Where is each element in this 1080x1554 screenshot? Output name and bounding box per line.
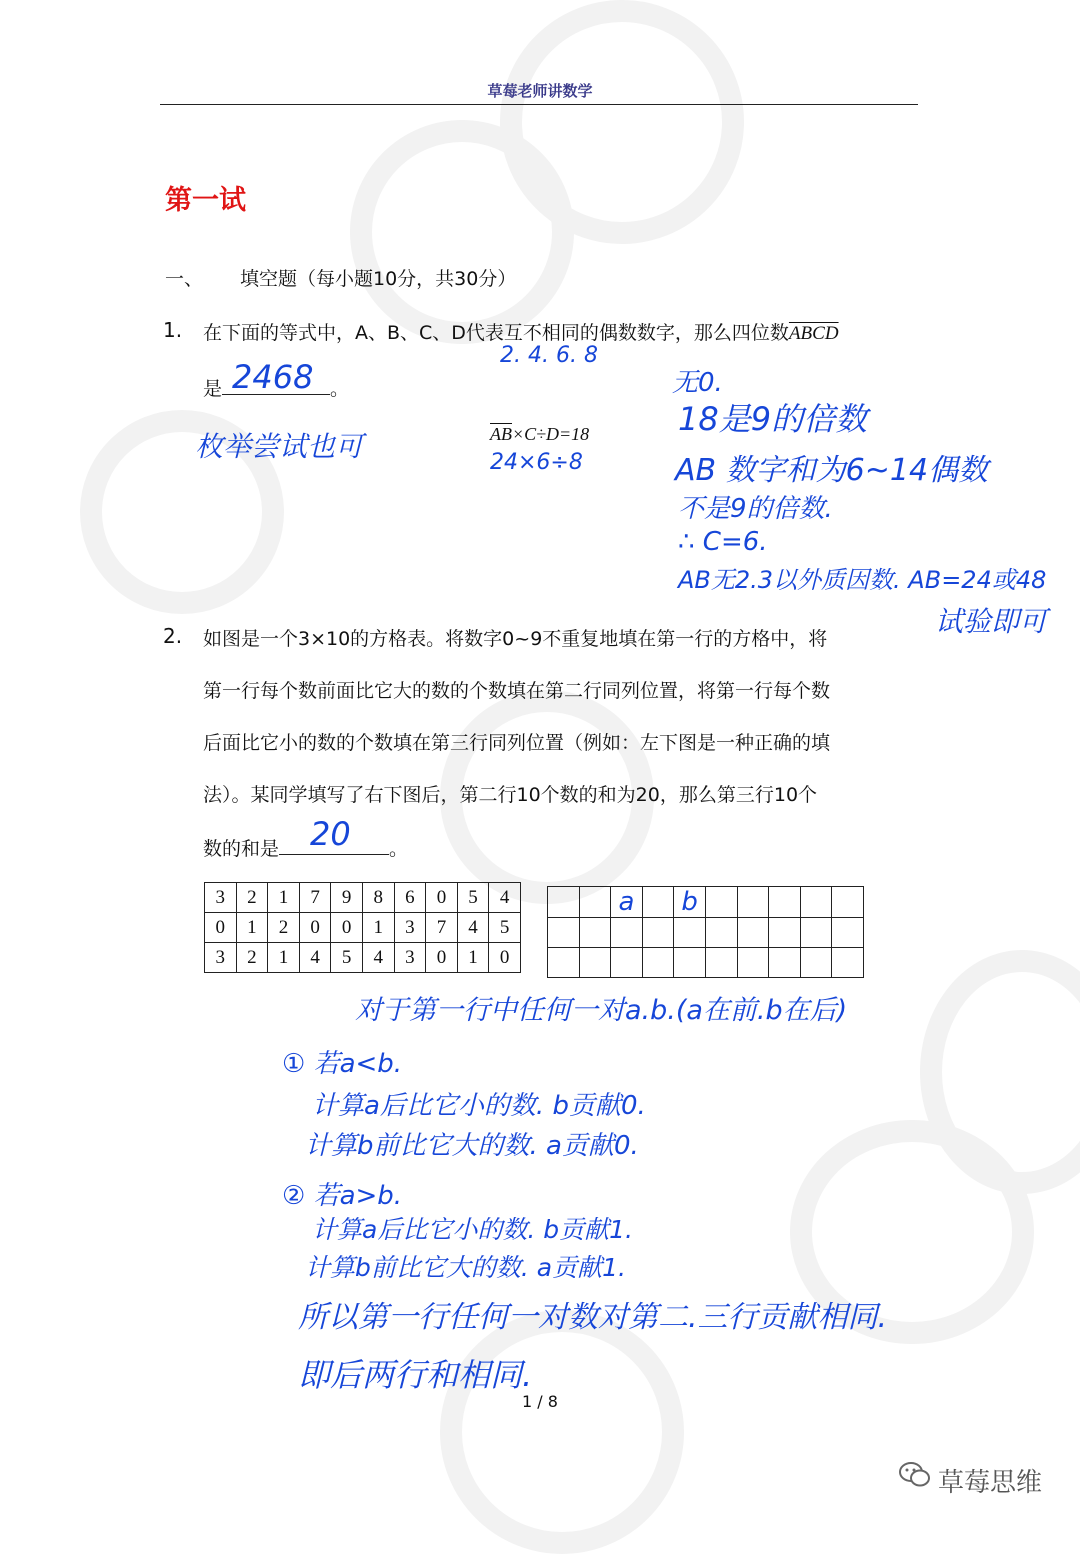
handwritten-note: 不是9的倍数. (678, 494, 833, 524)
handwritten-proof: 计算b前比它大的数. a贡献0. (305, 1131, 639, 1161)
grid-cell: 2 (236, 943, 268, 973)
grid-cell: 5 (489, 913, 521, 943)
handwritten-proof: 计算a后比它小的数. b贡献0. (312, 1091, 646, 1121)
grid-cell (705, 918, 737, 948)
grid-cell: 4 (299, 943, 331, 973)
part-label: 一、 (165, 268, 204, 290)
grid-cell: 6 (394, 883, 426, 913)
q2-answer-line (203, 832, 408, 861)
grid-cell: 1 (236, 913, 268, 943)
grid-cell (642, 918, 674, 948)
question-number: 2. (163, 624, 183, 648)
question-number: 1. (163, 318, 183, 342)
grid-cell (705, 948, 737, 978)
grid-cell (800, 887, 832, 918)
grid-row (548, 948, 864, 978)
grid-cell (611, 887, 643, 918)
grid-cell: 1 (362, 913, 394, 943)
grid-cell: 4 (457, 913, 489, 943)
handwritten-note: AB 数字和为6~14偶数 (675, 453, 989, 488)
grid-cell: 5 (331, 943, 363, 973)
grid-cell (642, 887, 674, 918)
header-title: 草莓老师讲数学 (487, 82, 593, 100)
blank-grid (547, 886, 864, 978)
grid-cell (674, 887, 706, 918)
grid-cell (642, 948, 674, 978)
handwritten-proof: ② 若a>b. (282, 1181, 403, 1211)
grid-row (548, 887, 864, 918)
grid-cell (548, 948, 580, 978)
grid-cell: 4 (362, 943, 394, 973)
handwritten-digits: 2. 4. 6. 8 (500, 343, 598, 368)
handwritten-proof: 即后两行和相同. (298, 1356, 533, 1394)
grid-cell: 0 (489, 943, 521, 973)
grid-cell (579, 918, 611, 948)
four-digit-number: ABCD (788, 323, 839, 344)
handwritten-calc: 24×6÷8 (490, 450, 583, 475)
seal-watermark (440, 1310, 684, 1554)
grid-cell: 7 (299, 883, 331, 913)
handwritten-answer: 2468 (232, 358, 314, 396)
handwritten-note: 18是9的倍数 (678, 400, 868, 438)
q1-suffix: 。 (330, 378, 350, 400)
q2-line: 后面比它小的数的个数填在第三行同列位置（例如：左下图是一种正确的填 (203, 732, 831, 754)
grid-cell: 3 (394, 943, 426, 973)
grid-cell: 3 (205, 943, 237, 973)
handwritten-mark: a (618, 887, 635, 917)
handwritten-proof: 所以第一行任何一对数对第二.三行贡献相同. (298, 1300, 888, 1335)
grid-cell (800, 948, 832, 978)
grid-cell: 4 (489, 883, 521, 913)
handwritten-note: 无0. (672, 368, 723, 398)
grid-cell: 3 (205, 883, 237, 913)
grid-cell (548, 918, 580, 948)
grid-cell: 2 (268, 913, 300, 943)
seal-watermark (350, 120, 574, 344)
question-text (203, 318, 839, 345)
q2-line: 如图是一个3×10的方格表。将数字0~9不重复地填在第一行的方格中，将 (203, 628, 828, 650)
grid-cell: 1 (268, 943, 300, 973)
q2-prefix: 数的和是 (203, 838, 280, 860)
grid-cell (832, 887, 864, 918)
grid-cell (674, 948, 706, 978)
handwritten-note: ∴ C=6. (678, 527, 768, 557)
grid-cell (611, 948, 643, 978)
grid-cell (769, 948, 801, 978)
grid-row (205, 913, 521, 943)
watermark-text: 草莓思维 (937, 1468, 1042, 1498)
grid-cell: 1 (268, 883, 300, 913)
handwritten-proof: ① 若a<b. (282, 1049, 403, 1079)
example-grid (204, 882, 521, 973)
grid-cell (579, 887, 611, 918)
equation-rest: ×C÷D=18 (512, 424, 590, 444)
grid-cell: 0 (426, 943, 458, 973)
header-rule (160, 104, 918, 105)
part-title: 填空题（每小题10分，共30分） (240, 268, 517, 290)
grid-cell: 0 (299, 913, 331, 943)
q2-line: 法）。某同学填写了右下图后，第二行10个数的和为20，那么第三行10个 (203, 784, 818, 806)
grid-cell: 3 (394, 913, 426, 943)
handwritten-mark: b (681, 887, 698, 917)
grid-cell (705, 887, 737, 918)
q2-suffix: 。 (389, 838, 409, 860)
grid-cell (832, 918, 864, 948)
grid-cell (579, 948, 611, 978)
page-number: 1 / 8 (522, 1392, 558, 1411)
handwritten-answer: 20 (310, 815, 351, 853)
grid-row (205, 943, 521, 973)
handwritten-proof: 计算a后比它小的数. b贡献1. (312, 1215, 633, 1244)
equation-ab: $\overline{AB}$ (490, 424, 512, 444)
grid-cell (737, 948, 769, 978)
grid-cell: 0 (426, 883, 458, 913)
grid-cell: 7 (426, 913, 458, 943)
grid-cell (832, 948, 864, 978)
grid-cell: 5 (457, 883, 489, 913)
grid-cell: 1 (457, 943, 489, 973)
grid-cell (737, 887, 769, 918)
grid-row (205, 883, 521, 913)
wechat-icon (898, 1460, 932, 1490)
grid-cell (611, 918, 643, 948)
handwritten-proof: 计算b前比它大的数. a贡献1. (305, 1253, 626, 1282)
handwritten-proof: 对于第一行中任何一对a.b.(a在前.b在后) (355, 995, 848, 1026)
handwritten-note: AB无2.3以外质因数. AB=24或48 (678, 566, 1047, 594)
grid-cell (674, 918, 706, 948)
handwritten-note: 试验即可 (935, 605, 1048, 638)
grid-cell: 0 (331, 913, 363, 943)
grid-cell: 2 (236, 883, 268, 913)
grid-cell (769, 887, 801, 918)
q2-line: 第一行每个数前面比它大的数的个数填在第二行同列位置，将第一行每个数 (203, 680, 831, 702)
grid-cell (769, 918, 801, 948)
grid-row (548, 918, 864, 948)
q1-prefix: 是 (203, 378, 223, 400)
handwritten-note: 枚举尝试也可 (195, 430, 364, 463)
q1-line1: 在下面的等式中，A、B、C、D代表互不相同的偶数数字，那么四位数 (203, 322, 789, 344)
grid-cell (548, 887, 580, 918)
grid-cell: 9 (331, 883, 363, 913)
grid-cell (737, 918, 769, 948)
equation (490, 424, 589, 445)
grid-cell (800, 918, 832, 948)
grid-cell: 0 (205, 913, 237, 943)
section-title: 第一试 (165, 185, 246, 216)
grid-cell: 8 (362, 883, 394, 913)
